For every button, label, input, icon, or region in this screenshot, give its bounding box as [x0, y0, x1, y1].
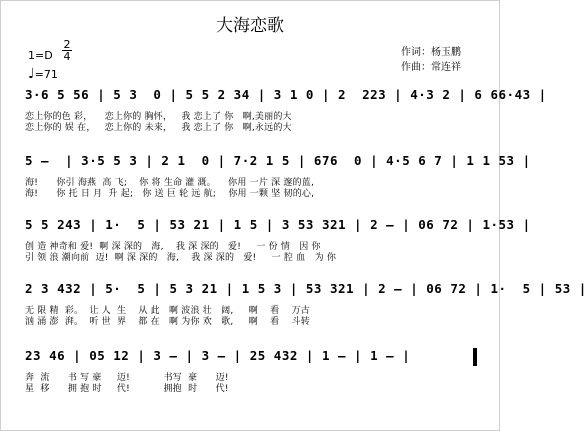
- key-signature: 1=D: [28, 49, 53, 62]
- tempo-marking: [28, 66, 58, 82]
- lyric-verse-1: 无 限 精 彩。 让 人 生 从 此 啊 波浪 壮 阔, 啊 看 万古: [25, 306, 310, 316]
- notation-line: 2 3 432 | 5· 5 | 5 3 21 | 1 5 3 | 53 321 | 2 – | 06 72 | 1· 5 | 53 |: [25, 281, 587, 296]
- lyricist: 作词：杨玉鹏: [401, 47, 461, 58]
- quarter-note-icon: ♩: [28, 66, 35, 82]
- lyric-verse-1: 恋上你的色 彩， 恋上你的 胸怀， 我 恋上了 你 啊,美丽的大: [25, 112, 292, 122]
- time-signature: [61, 39, 73, 62]
- composer: 作曲：常连祥: [401, 62, 461, 73]
- song-title: 大海恋歌: [216, 16, 284, 36]
- notation-line: 5 – | 3·5 5 3 | 2 1 0 | 7·2 1 5 | 676 0 | 4·5 6 7 | 1 1 53 |: [25, 153, 531, 168]
- lyric-verse-2: 汹 涌 澎 湃。 听 世 界 都 在 啊 为你 欢 歌, 啊 看 斗转: [25, 317, 310, 327]
- notation-line: 23 46 | 05 12 | 3 – | 3 – | 25 432 | 1 – | 1 – |: [25, 348, 411, 363]
- lyric-verse-1: 奔 流 书 写 豪 迈! 书写 豪 迈!: [25, 373, 229, 383]
- lyric-verse-2: 恋上你的 娱 在， 恋上你的 未来， 我 恋上了 你 啊,永远的大: [25, 123, 292, 133]
- time-signature-bottom: 4: [63, 50, 71, 63]
- credits: [401, 45, 461, 75]
- lyric-verse-1: 创 造 神奇和 爱! 啊 深 深的 海, 我 深 深的 爱! 一 份 情 因 你: [25, 242, 321, 252]
- time-signature-top: 2: [63, 38, 71, 51]
- lyric-verse-2: 海! 你 托 日 月 升 起; 你 送 巨 轮 远 航; 你用 一颗 坚 韧的心,: [25, 189, 315, 199]
- tempo-value: =71: [34, 68, 58, 81]
- lyric-verse-1: 海! 你引 海燕 高 飞; 你 将 生命 灌 溉。 你用 一片 深 邃的蓝,: [25, 178, 315, 188]
- notation-line: 3·6 5 56 | 5 3 0 | 5 5 2 34 | 3 1 0 | 2 223 | 4·3 2 | 6 66·43 |: [25, 87, 547, 102]
- notation-line: 5 5 243 | 1· 5 | 53 21 | 1 5 | 3 53 321 | 2 – | 06 72 | 1·53 |: [25, 217, 531, 232]
- lyric-verse-2: 星 移 拥 抱 时 代! 拥抱 时 代!: [25, 384, 229, 394]
- final-barline: [473, 348, 477, 366]
- lyric-verse-2: 引 领 浪 潮向前 迈! 啊 深 深的 海, 我 深 深的 爱! 一 腔 血 为 你: [25, 253, 337, 263]
